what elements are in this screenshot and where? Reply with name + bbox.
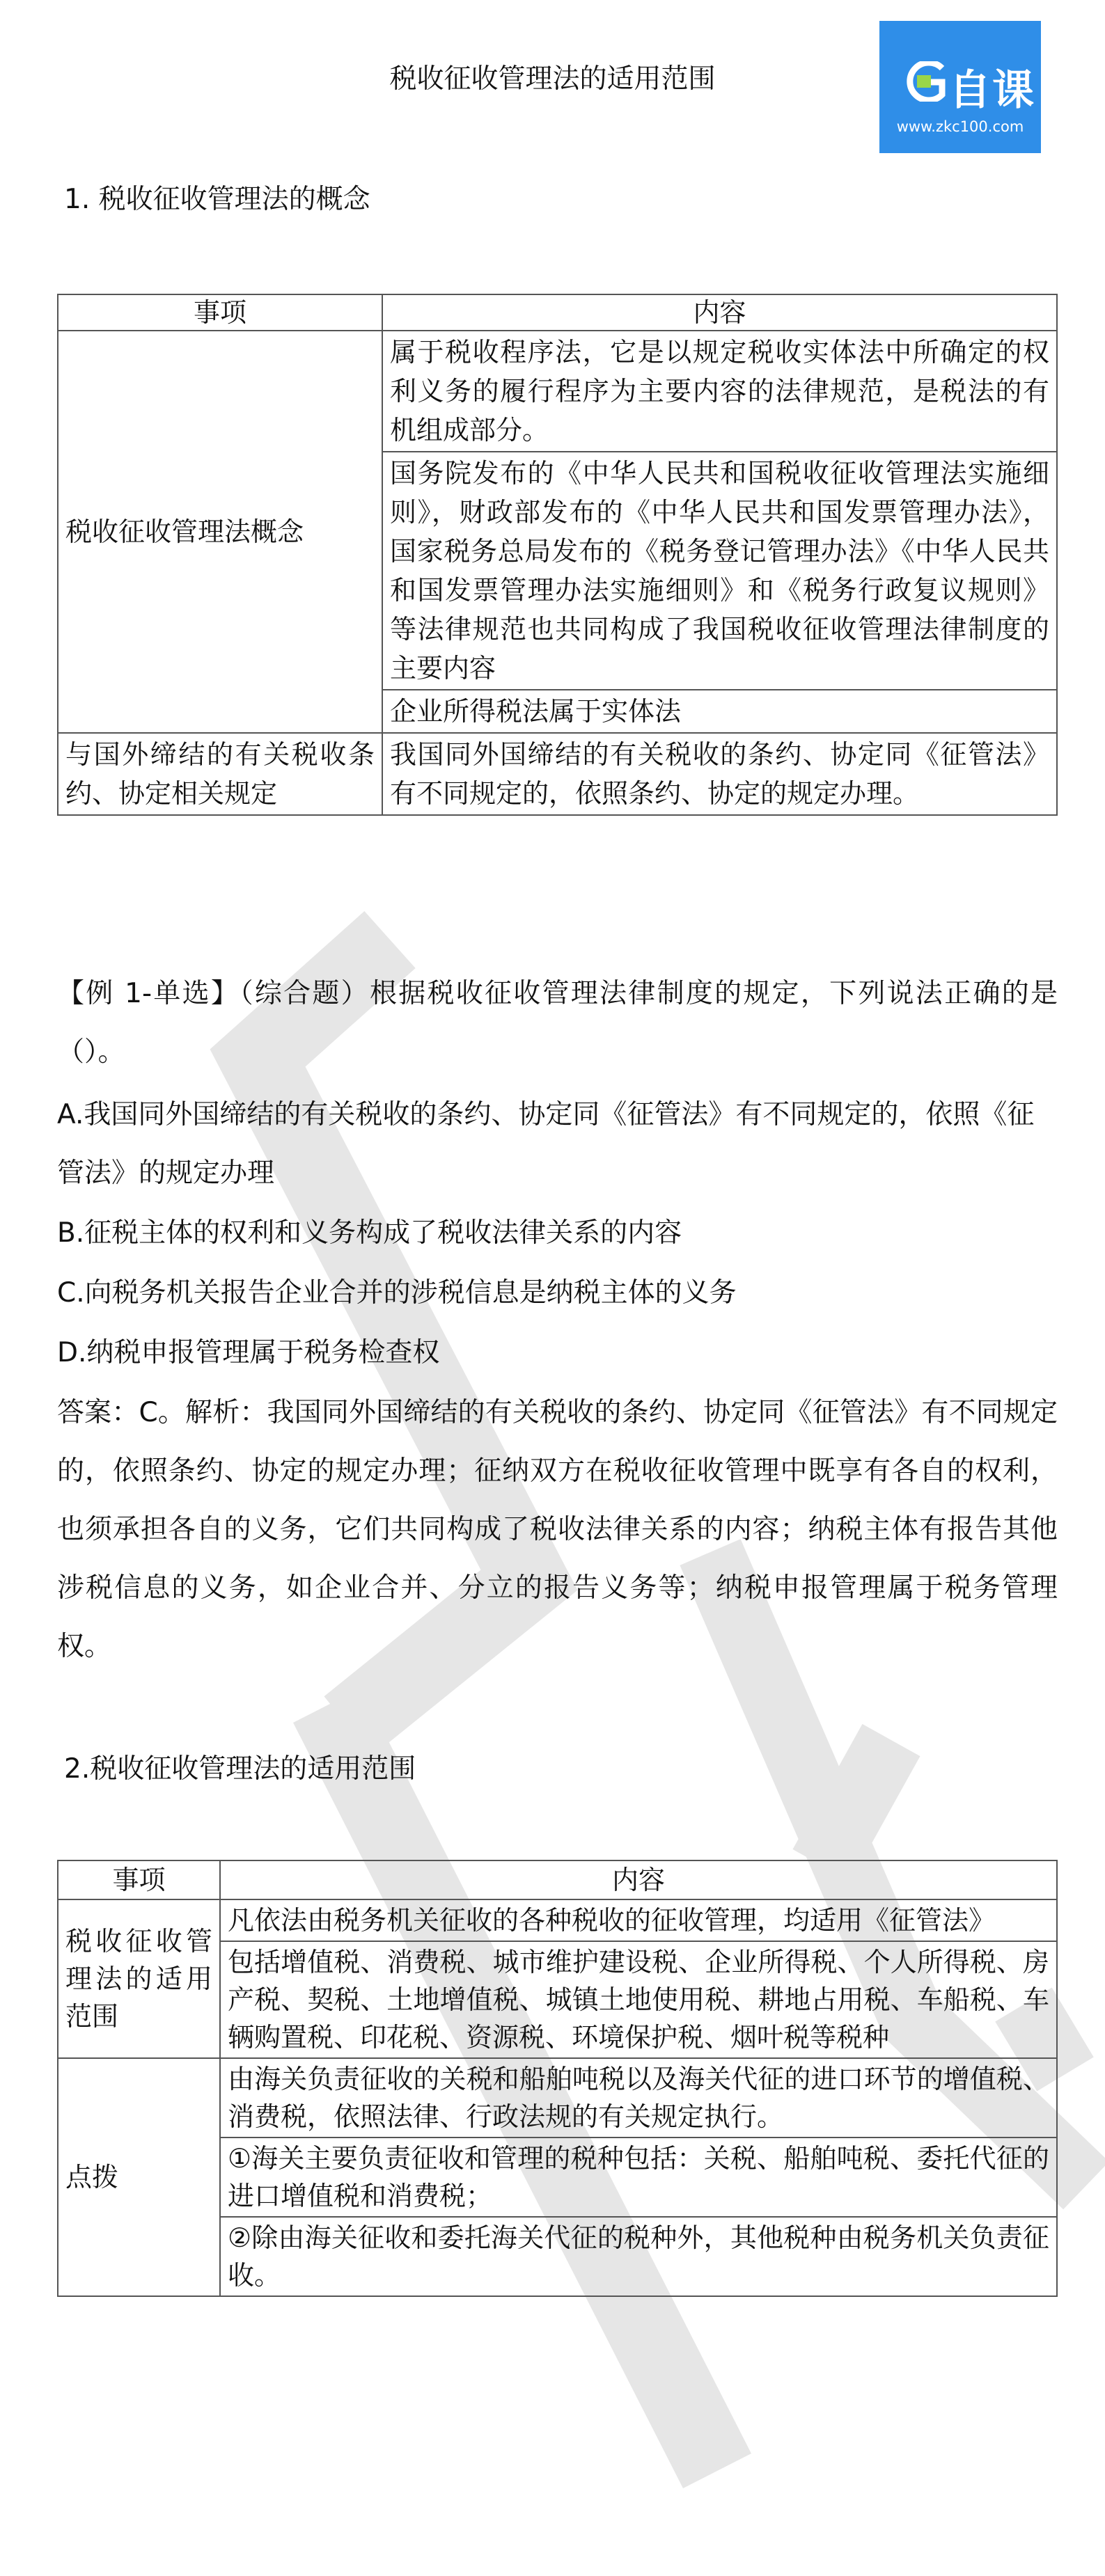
example-answer: 答案：C。解析：我国同外国缔结的有关税收的条约、协定同《征管法》有不同规定的，依照条约、协定的规定办理；征纳双方在税收征收管理中既享有各自的权利，也须承担各自的义务，它们共同构成了税收法律关系的内容；纳税主体有报告其他涉税信息的义务，如企业合并、分立的报告义务等；纳税申报管理属于税务管理权。 xyxy=(57,1397,1058,1662)
logo-text: 自课 xyxy=(949,66,1035,115)
table-row xyxy=(58,331,1057,452)
concept-table xyxy=(57,294,1058,816)
table-row xyxy=(58,2058,1057,2138)
row-content-cell: 包括增值税、消费税、城市维护建设税、企业所得税、个人所得税、房产税、契税、土地增值税、城镇土地使用税、耕地占用税、车船税、车辆购置税、印花税、资源税、环境保护税、烟叶税等税种 xyxy=(220,1941,1057,2058)
row-item-cell: 点拨 xyxy=(58,2058,220,2296)
row-item-cell: 税收征收管理法概念 xyxy=(58,331,382,733)
row-content-cell: 国务院发布的《中华人民共和国税收征收管理法实施细则》，财政部发布的《中华人民共和国发票管理办法》，国家税务总局发布的《税务登记管理办法》《中华人民共和国发票管理办法实施细则》和《税务行政复议规则》等法律规范也共同构成了我国税收征收管理法律制度的主要内容 xyxy=(382,452,1057,690)
option-b: B.征税主体的权利和义务构成了税收法律关系的内容 xyxy=(57,1217,682,1249)
row-content-cell: 属于税收程序法，它是以规定税收实体法中所确定的权利义务的履行程序为主要内容的法律规范，是税法的有机组成部分。 xyxy=(382,331,1057,452)
header-content: 内容 xyxy=(382,294,1057,331)
header-content: 内容 xyxy=(220,1860,1057,1899)
section2-heading: 2.税收征收管理法的适用范围 xyxy=(64,1753,416,1785)
row-content-cell: 由海关负责征收的关税和船舶吨税以及海关代征的进口环节的增值税、消费税，依照法律、行政法规的有关规定执行。 xyxy=(220,2058,1057,2138)
row-item-cell: 与国外缔结的有关税收条约、协定相关规定 xyxy=(58,733,382,815)
row-item-cell: 税收征收管理法的适用范围 xyxy=(58,1899,220,2058)
logo-url: www.zkc100.com xyxy=(896,118,1024,135)
row-content-cell: ②除由海关征收和委托海关代征的税种外，其他税种由税务机关负责征收。 xyxy=(220,2217,1057,2296)
table-row xyxy=(58,1899,1057,1941)
document-title: 税收征收管理法的适用范围 xyxy=(389,63,716,95)
option-d: D.纳税申报管理属于税务检查权 xyxy=(57,1337,440,1368)
scope-table xyxy=(57,1860,1058,2297)
section1-heading: 1. 税收征收管理法的概念 xyxy=(64,184,370,215)
option-a: A.我国同外国缔结的有关税收的条约、协定同《征管法》有不同规定的，依照《征管法》的规定办理 xyxy=(57,1099,1035,1189)
row-content-cell: 凡依法由税务机关征收的各种税收的征收管理，均适用《征管法》 xyxy=(220,1899,1057,1941)
row-content-cell: 企业所得税法属于实体法 xyxy=(382,690,1057,733)
logo-mark-icon xyxy=(900,61,946,102)
table-header-row xyxy=(58,1860,1057,1899)
header-item: 事项 xyxy=(58,294,382,331)
header-item: 事项 xyxy=(58,1860,220,1899)
row-content-cell: 我国同外国缔结的有关税收的条约、协定同《征管法》有不同规定的，依照条约、协定的规定办理。 xyxy=(382,733,1057,815)
table-row xyxy=(58,733,1057,815)
row-content-cell: ①海关主要负责征收和管理的税种包括：关税、船舶吨税、委托代征的进口增值税和消费税； xyxy=(220,2138,1057,2217)
zikezhan-logo xyxy=(879,21,1041,153)
example-question: 【例 1-单选】（综合题）根据税收征收管理法律制度的规定，下列说法正确的是（）。 xyxy=(57,978,1058,1068)
option-c: C.向税务机关报告企业合并的涉税信息是纳税主体的义务 xyxy=(57,1277,737,1309)
table-header-row xyxy=(58,294,1057,331)
